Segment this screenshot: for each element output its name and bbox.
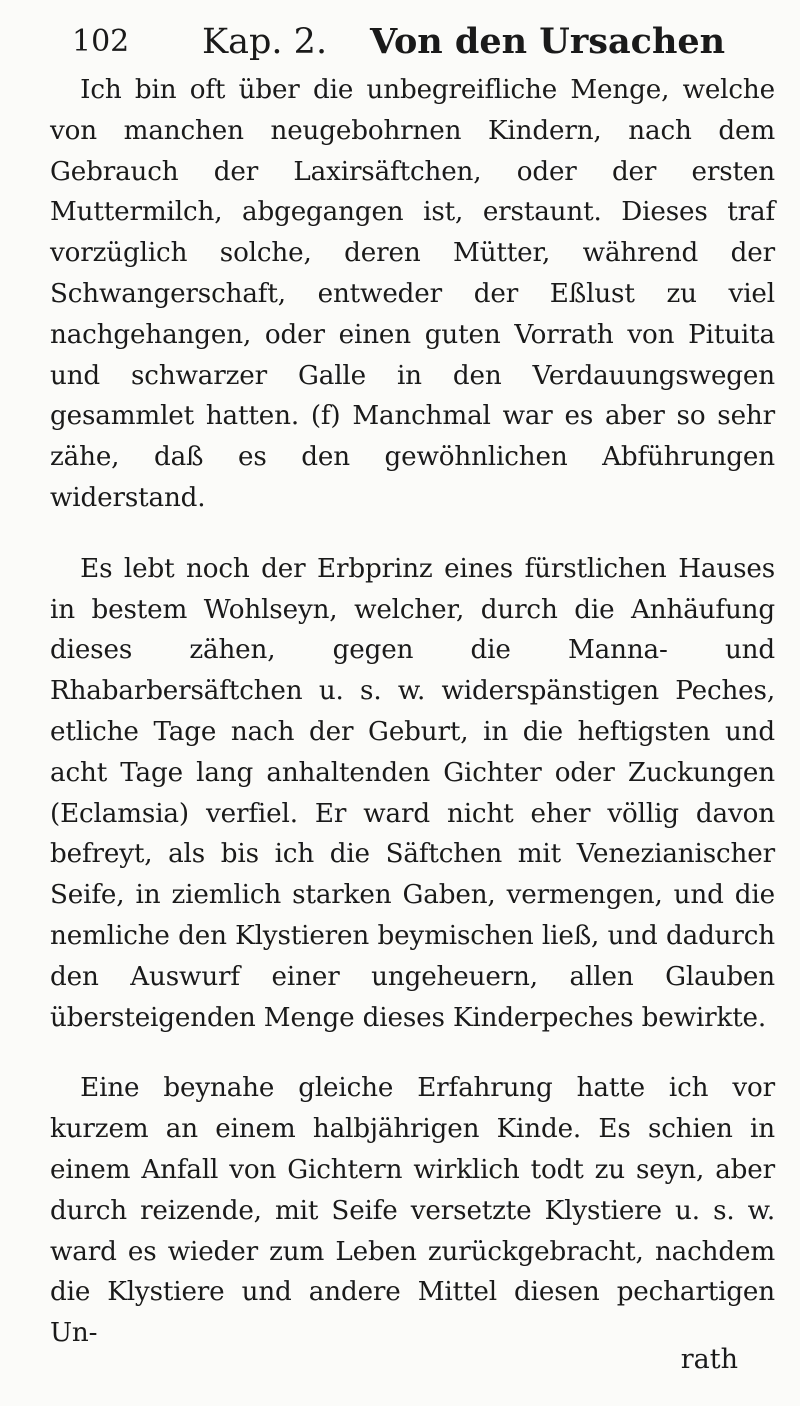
chapter-label: Kap. 2. [202,22,328,62]
catchword: rath [680,1344,738,1375]
paragraph-3: Eine beynahe gleiche Erfahrung hatte ich vor kurzem an einem halbjährigen Kinde. Es schien in einem Anfall von Gichtern wirklich todt zu seyn, aber durch reizende, mit Seife versetzte Klystiere u. s. w. ward es wieder zum Leben zurückgebracht, nachdem die Klystiere und andere Mittel diesen pechartigen Un- [50,1073,775,1349]
page-header [72,18,762,66]
paragraph-1: Ich bin oft über die unbegreifliche Menge, welche von manchen neugebohrnen Kindern, nach dem Gebrauch der Laxirsäftchen, oder der ersten Muttermilch, abgegangen ist, erstaunt. Dieses traf vorzüglich solche, deren Mütter, während der Schwangerschaft, entweder der Eßlust zu viel nachgehangen, oder einen guten Vorrath von Pituita und schwarzer Galle in den Verdauungswegen gesammlet hatten. (f) Manchmal war es aber so sehr zähe, daß es den gewöhnlichen Abführungen widerstand. [50,75,775,513]
body-text [50,70,775,1354]
paragraph-2: Es lebt noch der Erbprinz eines fürstlichen Hauses in bestem Wohlseyn, welcher, durch die Anhäufung dieses zähen, gegen die Manna- und Rhabarbersäftchen u. s. w. widerspänstigen Peches, etliche Tage nach der Geburt, in die heftigsten und acht Tage lang anhaltenden Gichter oder Zuckungen (Eclamsia) verfiel. Er ward nicht eher völlig davon befreyt, als bis ich die Säftchen mit Venezianischer Seife, in ziemlich starken Gaben, vermengen, und die nemliche den Klystieren beymischen ließ, und dadurch den Auswurf einer ungeheuern, allen Glauben übersteigenden Menge dieses Kinderpeches bewirkte. [50,553,775,1033]
page-number: 102 [72,24,130,59]
running-title: Von den Ursachen [370,21,726,62]
